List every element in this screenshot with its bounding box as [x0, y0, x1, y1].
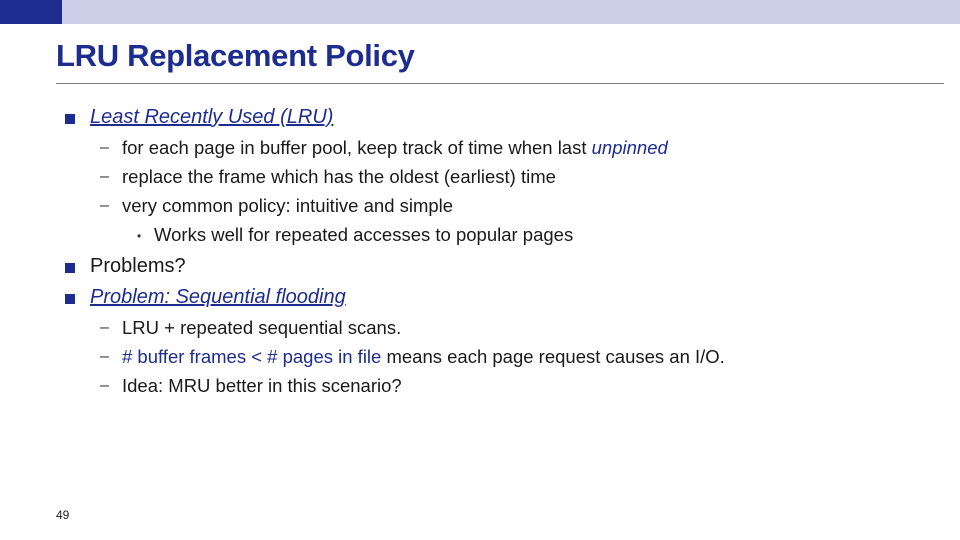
title-divider: [56, 83, 944, 84]
sub-bullet-buffer-frames-blue: # buffer frames < # pages in file: [122, 346, 382, 367]
dot-icon: •: [137, 229, 142, 243]
dash-icon: –: [100, 139, 109, 156]
bullet-square-icon: [65, 263, 75, 273]
sub-bullet-unpinned: unpinned: [591, 137, 668, 158]
sub-bullet-buffer-frames-rest: means each page request causes an I/O.: [381, 346, 725, 367]
sub-bullet-buffer-frames: [122, 346, 725, 368]
sub-bullet-lru-scans: LRU + repeated sequential scans.: [122, 317, 402, 338]
dash-icon: –: [100, 348, 109, 365]
top-banner: [0, 0, 960, 24]
top-banner-accent: [0, 0, 62, 24]
dash-icon: –: [100, 168, 109, 185]
sub-bullet-common-policy: very common policy: intuitive and simple: [122, 195, 454, 216]
sub-bullet-track-time: [122, 137, 668, 159]
sub-sub-bullet-works-well: Works well for repeated accesses to popular pages: [154, 224, 574, 245]
sub-bullet-replace-frame: replace the frame which has the oldest (earliest) time: [122, 166, 556, 187]
slide-title: LRU Replacement Policy: [56, 38, 415, 73]
sub-bullet-mru-idea: Idea: MRU better in this scenario?: [122, 375, 402, 396]
bullet-lru: Least Recently Used (LRU): [90, 106, 334, 128]
dash-icon: –: [100, 319, 109, 336]
dash-icon: –: [100, 197, 109, 214]
bullet-problems: Problems?: [90, 255, 186, 277]
bullet-square-icon: [65, 294, 75, 304]
dash-icon: –: [100, 377, 109, 394]
bullet-square-icon: [65, 114, 75, 124]
bullet-sequential-flooding: Problem: Sequential flooding: [90, 286, 346, 308]
page-number: 49: [56, 508, 70, 522]
sub-bullet-track-time-text: for each page in buffer pool, keep track of time when last: [122, 137, 592, 158]
